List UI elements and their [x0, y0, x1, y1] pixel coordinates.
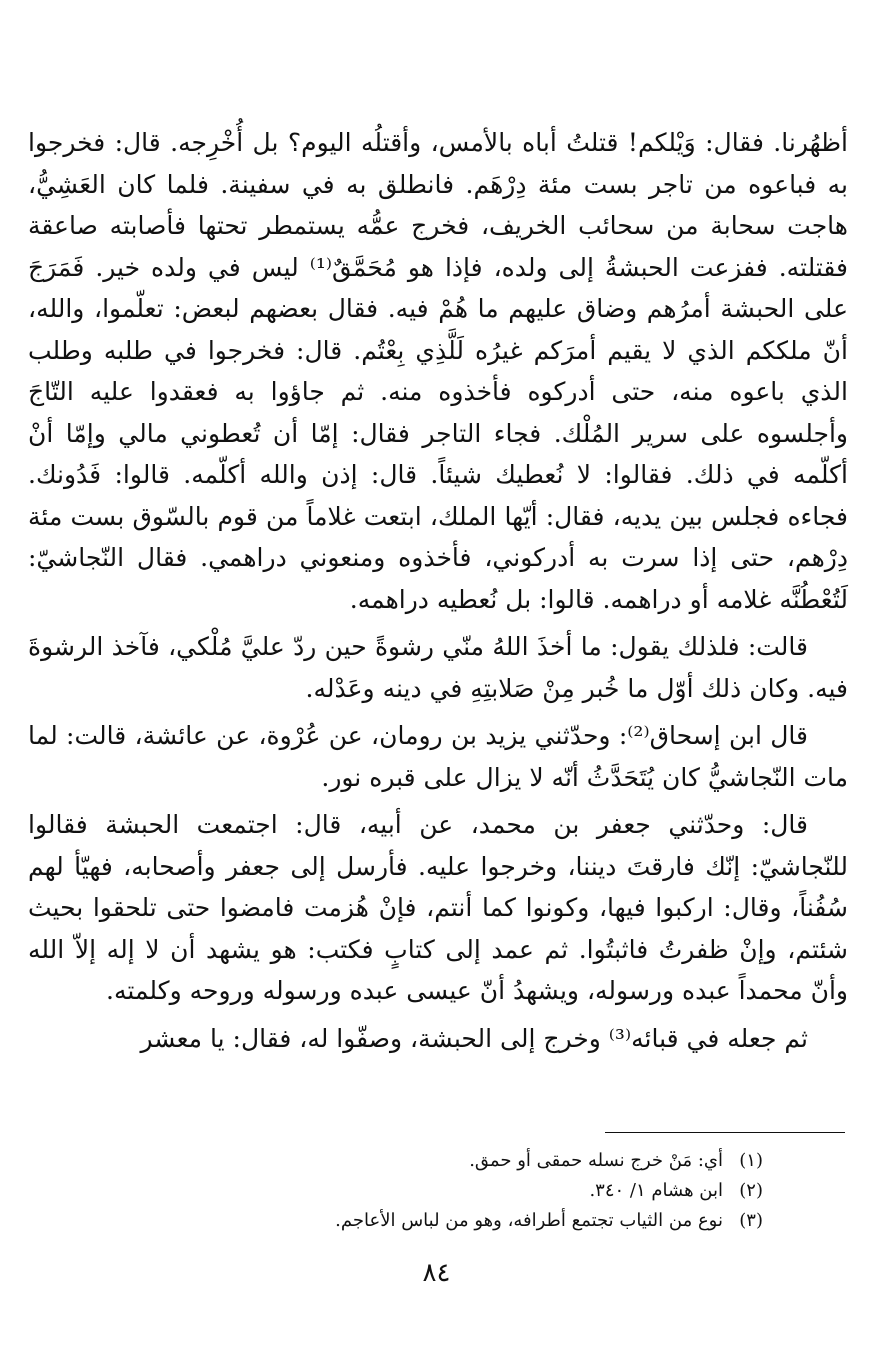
footnote-number: (٣)	[739, 1210, 763, 1231]
paragraph-1: أظهُرنا. فقال: وَيْلكم! قتلتُ أباه بالأمس، وأقتلُه اليوم؟ بل أُخْرِجه. قال: فخرجوا به فباعوه من تاجر بست مئة دِرْهَم. فانطلق به في سفينة. فلما كان العَشِيُّ، هاجت سحابة من سحائب الخريف، فخرج عمُّه يستمطر تحتها فأصابته صاعقة فقتلته. ففزعت الحبشةُ إلى ولده، فإذا هو مُحَمَّقٌ⁽¹⁾ ليس في ولده خير. فَمَرَجَ على الحبشة أمرُهم وضاق عليهم ما هُمْ فيه. فقال بعضهم لبعض: تعلّموا، والله، أنّ ملككم الذي لا يقيم أمرَكم غيرُه لَلَّذِي بِعْتُم. قال: فخرجوا في طلبه وطلب الذي باعوه منه، حتى أدركوه فأخذوه منه. ثم جاؤوا به فعقدوا عليه التّاجَ وأجلسوه على سرير المُلْك. فجاء التاجر فقال: إمّا أن تُعطوني مالي وإمّا أنْ أكلّمه في ذلك. فقالوا: لا نُعطيك شيئاً. قال: إذن والله أكلّمه. قالوا: فَدُونك. فجاءه فجلس بين يديه، فقال: أيّها الملك، ابتعت غلاماً من قوم بالسّوق بست مئة دِرْهم، حتى إذا سرت به أدركوني، فأخذوه ومنعوني دراهمي. فقال النّجاشيّ: لَتُعْطُنَّه غلامه أو دراهمه. قالوا: بل نُعطيه دراهمه.	[28, 128, 849, 614]
footnote-text: نوع من الثياب تجتمع أطرافه، وهو من لباس الأعاجم.	[335, 1210, 723, 1231]
footnotes	[63, 1146, 763, 1236]
paragraph-4: قال: وحدّثني جعفر بن محمد، عن أبيه، قال: اجتمعت الحبشة فقالوا للنّجاشيّ: إنّك فارقتَ ديننا، وخرجوا عليه. فأرسل إلى جعفر وأصحابه، فهيّأ لهم سُفُناً، وقال: اركبوا فيها، وكونوا كما أنتم، فإنْ هُزمت فامضوا حتى تلحقوا بحيث شئتم، وإنْ ظفرتُ فاثبتُوا. ثم عمد إلى كتابٍ فكتب: هو يشهد أن لا إله إلاّ الله وأنّ محمداً عبده ورسوله، ويشهدُ أنّ عيسى عبده ورسوله وروحه وكلمته.	[28, 810, 848, 1005]
footnote-text: ابن هشام ١/ ٣٤٠.	[589, 1180, 723, 1201]
paragraph-2: قالت: فلذلك يقول: ما أخذَ اللهُ منّي رشوةً حين ردّ عليَّ مُلْكي، فآخذ الرشوةَ فيه. وكان ذلك أوّل ما خُبر مِنْ صَلابتِهِ في دينه وعَدْله.	[28, 632, 848, 703]
footnote-2	[63, 1176, 763, 1206]
footnote-text: أي: مَنْ خرج نسله حمقى أو حمق.	[469, 1150, 723, 1171]
footnote-number: (٢)	[739, 1180, 763, 1201]
main-text	[28, 122, 848, 1065]
footnote-separator	[605, 1132, 845, 1133]
page-number: ٨٤	[422, 1258, 451, 1288]
footnote-3	[63, 1206, 763, 1236]
footnote-1	[63, 1146, 763, 1176]
paragraph-3: قال ابن إسحاق⁽²⁾: وحدّثني يزيد بن رومان، عن عُرْوة، عن عائشة، قالت: لما مات النّجاشيُّ كان يُتَحَدَّثُ أنّه لا يزال على قبره نور.	[28, 721, 848, 792]
footnote-number: (١)	[739, 1150, 763, 1171]
paragraph-5: ثم جعله في قبائه⁽³⁾ وخرج إلى الحبشة، وصفّوا له، فقال: يا معشر	[140, 1023, 808, 1053]
